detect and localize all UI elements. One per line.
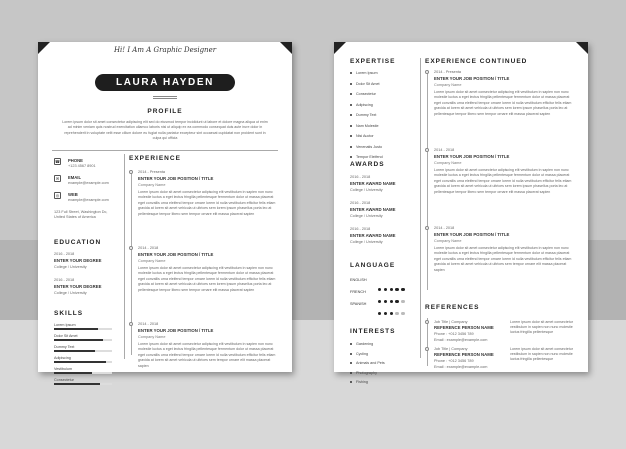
expertise-item bbox=[350, 113, 376, 117]
column-divider bbox=[420, 58, 421, 358]
job-company: Company Name bbox=[434, 83, 462, 87]
skill-name: Vestibulum bbox=[54, 367, 73, 371]
references-timeline bbox=[427, 318, 428, 366]
language-name: FRENCH bbox=[350, 290, 366, 294]
award-name: ENTER AWARD NAME bbox=[350, 233, 396, 238]
job-title: ENTER YOUR JOB POSITION / TITLE bbox=[434, 232, 510, 237]
job-title: ENTER YOUR JOB POSITION / TITLE bbox=[434, 154, 510, 159]
job-title: ENTER YOUR JOB POSITION / TITLE bbox=[434, 76, 510, 81]
reference-role: Job Title | Company bbox=[434, 347, 468, 351]
expertise-label: Nam Molestie bbox=[356, 123, 379, 128]
interest-label: Photography bbox=[356, 370, 377, 375]
experience-continued-heading: EXPERIENCE CONTINUED bbox=[425, 58, 528, 65]
bullet-icon bbox=[350, 362, 352, 364]
job-title: ENTER YOUR JOB POSITION / TITLE bbox=[138, 176, 214, 181]
expertise-label: Nisi Auctor bbox=[356, 134, 374, 138]
expertise-item bbox=[350, 145, 382, 149]
skill-name: Lorem Ipsum bbox=[54, 323, 76, 327]
web-value: example@example.com bbox=[68, 198, 109, 202]
profile-text: Lorem ipsum dolor sit amet consectetur adipiscing elit sed do eiusmod tempor incididunt ut labore et dolore magna aliqua ut enim ad minim veniam quis nostrud exercitation ullamco laboris nisi ut aliquip ex ea commodo consequat duis aute irure dolor in reprehenderit in voluptate velit esse cillum dolore eu fugiat nulla pariatur excepteur sint occaecat cupidatat non proident sunt in culpa qui officia bbox=[62, 120, 268, 141]
divider bbox=[52, 150, 278, 151]
education-heading: EDUCATION bbox=[54, 239, 102, 246]
interest-item bbox=[350, 371, 377, 375]
experience-heading: EXPERIENCE bbox=[129, 155, 181, 162]
email-label: EMAIL bbox=[68, 175, 82, 180]
skill-bar bbox=[54, 350, 112, 352]
reference-role: Job Title | Company bbox=[434, 320, 468, 324]
level-dot bbox=[401, 312, 404, 315]
timeline-dot bbox=[129, 322, 133, 326]
column-divider bbox=[124, 154, 125, 359]
skill-name: Dolor Sit Amet bbox=[54, 334, 78, 338]
interest-item bbox=[350, 352, 368, 356]
award-name: ENTER AWARD NAME bbox=[350, 207, 396, 212]
reference-quote: Lorem ipsum dolor sit amet consectetur vestibulum in sapien non nunc molestie luctus fringilla pellentesque bbox=[510, 320, 573, 334]
language-heading: LANGUAGE bbox=[350, 262, 396, 269]
skill-bar-fill bbox=[54, 350, 95, 352]
bullet-icon bbox=[350, 72, 352, 74]
reference-phone: Phone : +012 3456 789 bbox=[434, 359, 474, 363]
bullet-icon bbox=[350, 156, 352, 158]
globe-icon: ◎ bbox=[55, 193, 60, 198]
level-dot bbox=[378, 312, 381, 315]
expertise-label: Dolor Sit Amet bbox=[356, 81, 380, 86]
job-company: Company Name bbox=[138, 259, 166, 263]
expertise-item bbox=[350, 124, 379, 128]
expertise-item bbox=[350, 155, 383, 159]
bullet-icon bbox=[350, 146, 352, 148]
bullet-icon bbox=[350, 93, 352, 95]
language-name: ENGLISH bbox=[350, 278, 367, 282]
level-dot bbox=[384, 312, 387, 315]
job-company: Company Name bbox=[138, 335, 166, 339]
phone-value: +123 4567 8901 bbox=[68, 164, 96, 168]
timeline-dot bbox=[425, 226, 429, 230]
job-date: 2014 - 2018 bbox=[138, 322, 159, 326]
award-school: College / University bbox=[350, 240, 383, 244]
phone-label: PHONE bbox=[68, 158, 83, 163]
job-description: Lorem ipsum dolor sit amet consectetur adipiscing elit vestibulum in sapien non nunc molestie luctus a eget lectus fringilla pellentesque fermentum dolor ut massa placerat eget convallis urna eleifend tempor ornare lorem id nulla vestibulum efficitur felis etiam gravida at lorem sit amet vehicula ut ultrices sem tempor ornare elit massa placerat sapien bbox=[434, 246, 572, 272]
education-degree: ENTER YOUR DEGREE bbox=[54, 284, 102, 289]
job-description: Lorem ipsum dolor sit amet consectetur adipiscing elit vestibulum in sapien non nunc molestie luctus a eget lectus fringilla pellentesque fermentum dolor ut massa placerat eget convallis urna eleifend tempor ornare lorem id nulla vestibulum efficitur felis etiam gravida at lorem sit amet vehicula ut ultrices sem lorem ipsum phasellus porta leo at pellentesque tempor libero sem tempor ornare elit massa placerat sapien bbox=[138, 266, 276, 292]
award-date: 2016 - 2018 bbox=[350, 201, 371, 205]
job-date: 2014 - 2018 bbox=[434, 148, 455, 152]
interest-label: Cycling bbox=[356, 351, 369, 356]
skills-heading: SKILLS bbox=[54, 310, 84, 317]
bullet-icon bbox=[350, 353, 352, 355]
job-description: Lorem ipsum dolor sit amet consectetur adipiscing elit vestibulum in sapien non nunc molestie luctus a eget lectus fringilla pellentesque fermentum dolor ut massa placerat eget convallis urna eleifend tempor ornare lorem id nulla vestibulum efficitur felis etiam gravida at lorem sit amet vehicula ut ultrices sem lorem ipsum phasellus porta leo at pellentesque tempor libero sem tempor ornare elit massa placerat sapien bbox=[138, 190, 276, 216]
bullet-icon bbox=[350, 83, 352, 85]
address: 123 Full Street, Washington Dc, United States of America bbox=[54, 210, 108, 219]
experience-timeline bbox=[131, 170, 132, 355]
job-date: 2014 - 2018 bbox=[434, 226, 455, 230]
job-company: Company Name bbox=[434, 239, 462, 243]
timeline-dot bbox=[425, 70, 429, 74]
resume-page-1 bbox=[38, 42, 292, 382]
job-date: 2014 - Presenta bbox=[138, 170, 166, 174]
profile-heading: PROFILE bbox=[147, 108, 183, 115]
interest-item bbox=[350, 361, 385, 365]
job-description: Lorem ipsum dolor sit amet consectetur adipiscing elit vestibulum in sapien non nunc molestie luctus a eget lectus fringilla pellentesque fermentum dolor ut massa placerat eget convallis urna eleifend tempor ornare lorem id nulla vestibulum efficitur felis etiam gravida at lorem sit amet vehicula ut ultrices sem lorem ipsum phasellus porta leo at pellentesque tempor libero sem tempor ornare elit massa placerat sapien bbox=[434, 168, 572, 194]
experience-timeline bbox=[427, 70, 428, 290]
bullet-icon bbox=[350, 343, 352, 345]
award-name: ENTER AWARD NAME bbox=[350, 181, 396, 186]
education-date: 2016 - 2018 bbox=[54, 278, 75, 282]
expertise-item bbox=[350, 103, 373, 107]
interest-label: Animals and Pets bbox=[356, 361, 385, 365]
phone-icon: ☎ bbox=[55, 159, 60, 164]
interest-label: Fishing bbox=[356, 380, 368, 384]
expertise-label: Consectetur bbox=[356, 92, 376, 96]
email-icon: ✉ bbox=[55, 176, 60, 181]
education-school: College / University bbox=[54, 265, 87, 269]
skill-bar-fill bbox=[54, 328, 98, 330]
corner-decoration bbox=[334, 42, 346, 54]
bullet-icon bbox=[350, 372, 352, 374]
job-description: Lorem ipsum dolor sit amet consectetur adipiscing elit vestibulum in sapien non nunc molestie luctus a eget lectus fringilla pellentesque fermentum dolor ut massa placerat eget convallis urna eleifend tempor ornare lorem id nulla vestibulum efficitur felis etiam gravida at lorem sit amet vehicula ut ultrices sem lorem ipsum phasellus porta leo at pellentesque tempor libero sem tempor ornare elit massa placerat sapien bbox=[434, 90, 572, 116]
awards-heading: AWARDS bbox=[350, 161, 385, 168]
name-underline bbox=[153, 96, 177, 99]
skill-bar bbox=[54, 339, 112, 341]
job-title: ENTER YOUR JOB POSITION / TITLE bbox=[138, 252, 214, 257]
skill-bar bbox=[54, 361, 112, 363]
timeline-dot bbox=[425, 320, 429, 324]
skill-bar-fill bbox=[54, 372, 92, 374]
reference-name: REFERENCE PERSON NAME bbox=[434, 325, 494, 330]
expertise-label: Tempor Eleifend bbox=[356, 155, 383, 159]
corner-decoration bbox=[576, 42, 588, 54]
reference-email: Email : example@example.com bbox=[434, 365, 488, 369]
expertise-label: Lorem Ipsum bbox=[356, 71, 378, 75]
award-school: College / University bbox=[350, 214, 383, 218]
bullet-icon bbox=[350, 135, 352, 137]
skill-name: Adipiscing bbox=[54, 356, 71, 360]
expertise-item bbox=[350, 82, 380, 86]
reference-phone: Phone : +012 3456 789 bbox=[434, 332, 474, 336]
award-date: 2016 - 2018 bbox=[350, 175, 371, 179]
award-school: College / University bbox=[350, 188, 383, 192]
interests-heading: INTERESTS bbox=[350, 328, 396, 335]
interest-label: Gardening bbox=[356, 342, 374, 346]
education-school: College / University bbox=[54, 291, 87, 295]
job-date: 2014 - 2018 bbox=[138, 246, 159, 250]
tagline: Hi! I Am A Graphic Designer bbox=[113, 46, 217, 54]
education-degree: ENTER YOUR DEGREE bbox=[54, 258, 102, 263]
bullet-icon bbox=[350, 114, 352, 116]
award-date: 2016 - 2018 bbox=[350, 227, 371, 231]
language-name: SPANISH bbox=[350, 302, 367, 306]
bullet-icon bbox=[350, 381, 352, 383]
job-description: Lorem ipsum dolor sit amet consectetur adipiscing elit vestibulum in sapien non nunc molestie luctus a eget lectus fringilla pellentesque fermentum dolor ut massa placerat eget convallis urna eleifend tempor ornare lorem id nulla vestibulum efficitur felis etiam gravida at lorem sit amet vehicula ut ultrices sem tempor ornare elit massa placerat sapien bbox=[138, 342, 276, 368]
resume-name: LAURA HAYDEN bbox=[95, 74, 235, 91]
timeline-dot bbox=[425, 148, 429, 152]
reference-email: Email : example@example.com bbox=[434, 338, 488, 342]
expertise-item bbox=[350, 71, 378, 75]
skill-bar-fill bbox=[54, 339, 103, 341]
job-date: 2014 - Presenta bbox=[434, 70, 462, 74]
resume-page-2 bbox=[334, 42, 588, 384]
level-dot bbox=[390, 312, 393, 315]
skill-name: Consectetur bbox=[54, 378, 74, 382]
timeline-dot bbox=[129, 170, 133, 174]
skill-bar-fill bbox=[54, 361, 106, 363]
skill-bar-fill bbox=[54, 383, 100, 385]
references-heading: REFERENCES bbox=[425, 304, 480, 311]
expertise-item bbox=[350, 134, 374, 138]
skill-bar bbox=[54, 328, 112, 330]
education-date: 2016 - 2018 bbox=[54, 252, 75, 256]
job-title: ENTER YOUR JOB POSITION / TITLE bbox=[138, 328, 214, 333]
skill-name: Dummy Text bbox=[54, 345, 75, 349]
email-value: example@example.com bbox=[68, 181, 109, 185]
web-label: WEB bbox=[68, 192, 78, 197]
reference-quote: Lorem ipsum dolor sit amet consectetur vestibulum in sapien non nunc molestie luctus fringilla pellentesque bbox=[510, 347, 573, 361]
bullet-icon bbox=[350, 125, 352, 127]
interest-item bbox=[350, 342, 373, 346]
job-company: Company Name bbox=[138, 183, 166, 187]
level-dot bbox=[395, 312, 398, 315]
expertise-label: Adipiscing bbox=[356, 102, 373, 107]
job-company: Company Name bbox=[434, 161, 462, 165]
language-level bbox=[378, 302, 407, 320]
expertise-heading: EXPERTISE bbox=[350, 58, 396, 65]
reference-name: REFERENCE PERSON NAME bbox=[434, 352, 494, 357]
expertise-label: Dummy Text bbox=[356, 113, 377, 117]
expertise-item bbox=[350, 92, 376, 96]
timeline-dot bbox=[425, 347, 429, 351]
timeline-dot bbox=[129, 246, 133, 250]
skill-bar bbox=[54, 372, 112, 374]
interest-item bbox=[350, 380, 368, 384]
bullet-icon bbox=[350, 104, 352, 106]
skill-bar bbox=[54, 383, 112, 385]
expertise-label: Venenatis Justo bbox=[356, 144, 383, 149]
